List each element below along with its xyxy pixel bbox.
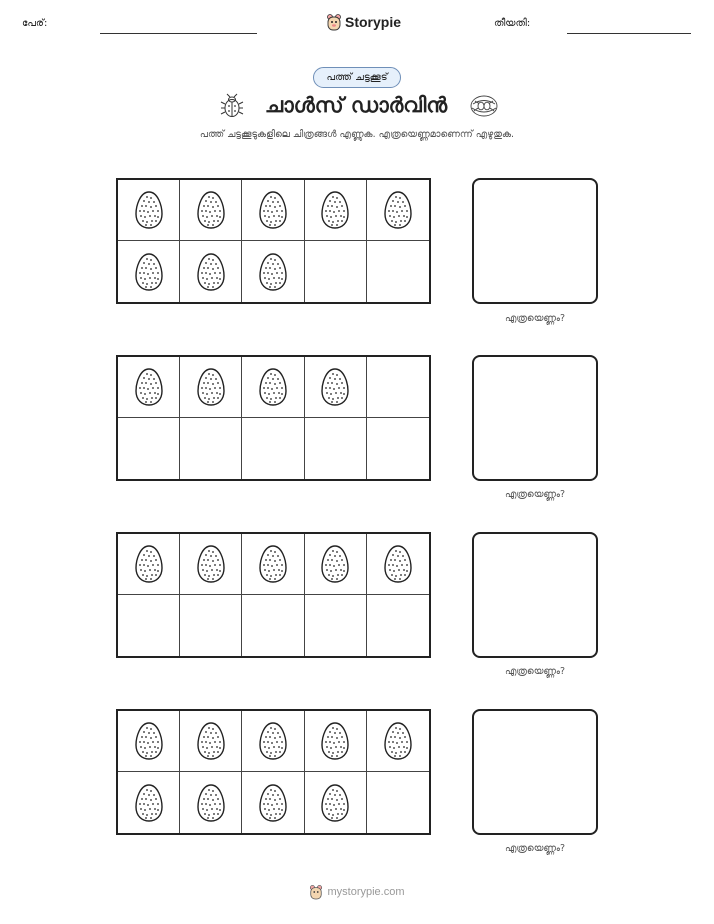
speckled-egg-icon xyxy=(258,721,288,761)
footer-url: mystorypie.com xyxy=(327,886,405,898)
brand-logo xyxy=(326,13,401,31)
ten-frame-cell xyxy=(242,180,304,241)
speckled-egg-icon xyxy=(320,190,350,230)
answer-box[interactable] xyxy=(472,355,598,481)
ten-frame xyxy=(116,532,431,658)
ten-frame-cell xyxy=(367,534,429,595)
speckled-egg-icon xyxy=(258,544,288,584)
ten-frame-cell xyxy=(118,534,180,595)
ten-frame-cell xyxy=(367,241,429,302)
footer xyxy=(0,884,714,900)
ten-frame-cell xyxy=(305,418,367,479)
ten-frame-cell xyxy=(180,534,242,595)
ten-frame-cell xyxy=(305,180,367,241)
speckled-egg-icon xyxy=(383,721,413,761)
answer-prompt: എത്രയെണ്ണം? xyxy=(504,489,566,500)
answer-prompt: എത്രയെണ്ണം? xyxy=(504,843,566,854)
speckled-egg-icon xyxy=(258,367,288,407)
ten-frame-cell xyxy=(118,357,180,418)
beetle-icon xyxy=(220,93,244,119)
date-field[interactable] xyxy=(567,33,691,34)
speckled-egg-icon xyxy=(134,190,164,230)
speckled-egg-icon xyxy=(258,252,288,292)
answer-prompt: എത്രയെണ്ണം? xyxy=(504,313,566,324)
speckled-egg-icon xyxy=(196,783,226,823)
worksheet-type-badge xyxy=(313,67,401,88)
ten-frame-cell xyxy=(242,241,304,302)
brand-name: Storypie xyxy=(345,14,402,30)
page-title: ചാൾസ് ഡാർവിൻ xyxy=(264,93,448,117)
ten-frame-cell xyxy=(305,595,367,656)
speckled-egg-icon xyxy=(320,783,350,823)
ten-frame xyxy=(116,355,431,481)
ten-frame-cell xyxy=(242,772,304,833)
speckled-egg-icon xyxy=(320,544,350,584)
ten-frame-cell xyxy=(180,180,242,241)
ten-frame-cell xyxy=(305,241,367,302)
badge-label: പത്ത് ചട്ടക്കൂട് xyxy=(326,72,388,83)
ten-frame-cell xyxy=(242,534,304,595)
ten-frame-cell xyxy=(180,711,242,772)
speckled-egg-icon xyxy=(320,721,350,761)
ten-frame-cell xyxy=(305,711,367,772)
speckled-egg-icon xyxy=(134,544,164,584)
ten-frame-cell xyxy=(118,595,180,656)
answer-box[interactable] xyxy=(472,532,598,658)
storypie-mascot-icon xyxy=(309,884,323,900)
speckled-egg-icon xyxy=(134,252,164,292)
date-label: തീയതി: xyxy=(494,18,531,29)
ten-frame-cell xyxy=(118,418,180,479)
ten-frame-cell xyxy=(367,772,429,833)
ten-frame-cell xyxy=(180,418,242,479)
ten-frame-cell xyxy=(367,711,429,772)
ten-frame-cell xyxy=(305,534,367,595)
speckled-egg-icon xyxy=(258,190,288,230)
ten-frame-cell xyxy=(180,595,242,656)
name-label: പേര്: xyxy=(22,18,48,29)
ten-frame-cell xyxy=(118,711,180,772)
speckled-egg-icon xyxy=(258,783,288,823)
ten-frame-cell xyxy=(242,711,304,772)
ten-frame-cell xyxy=(242,418,304,479)
ten-frame-cell xyxy=(118,772,180,833)
answer-prompt: എത്രയെണ്ണം? xyxy=(504,666,566,677)
speckled-egg-icon xyxy=(383,190,413,230)
speckled-egg-icon xyxy=(196,252,226,292)
answer-box[interactable] xyxy=(472,709,598,835)
ten-frame-cell xyxy=(242,357,304,418)
speckled-egg-icon xyxy=(383,544,413,584)
ten-frame-cell xyxy=(242,595,304,656)
ten-frame-cell xyxy=(367,357,429,418)
speckled-egg-icon xyxy=(134,367,164,407)
answer-box[interactable] xyxy=(472,178,598,304)
speckled-egg-icon xyxy=(196,721,226,761)
ten-frame-cell xyxy=(305,357,367,418)
ten-frame-cell xyxy=(118,241,180,302)
name-field[interactable] xyxy=(100,33,257,34)
ten-frame-cell xyxy=(367,180,429,241)
ten-frame-cell xyxy=(118,180,180,241)
title-row xyxy=(0,90,714,122)
speckled-egg-icon xyxy=(196,544,226,584)
speckled-egg-icon xyxy=(134,783,164,823)
ten-frame-cell xyxy=(305,772,367,833)
speckled-egg-icon xyxy=(134,721,164,761)
bird-nest-icon xyxy=(469,94,499,118)
storypie-mascot-icon xyxy=(326,13,342,31)
instructions: പത്ത് ചട്ടക്കൂടുകളിലെ ചിത്രങ്ങൾ എണ്ണുക. എത്രയെണ്ണമാണെന്ന് എഴുതുക. xyxy=(199,129,515,140)
ten-frame-cell xyxy=(180,772,242,833)
speckled-egg-icon xyxy=(320,367,350,407)
ten-frame-cell xyxy=(180,357,242,418)
ten-frame xyxy=(116,178,431,304)
ten-frame xyxy=(116,709,431,835)
ten-frame-cell xyxy=(367,418,429,479)
speckled-egg-icon xyxy=(196,367,226,407)
ten-frame-cell xyxy=(367,595,429,656)
speckled-egg-icon xyxy=(196,190,226,230)
ten-frame-cell xyxy=(180,241,242,302)
